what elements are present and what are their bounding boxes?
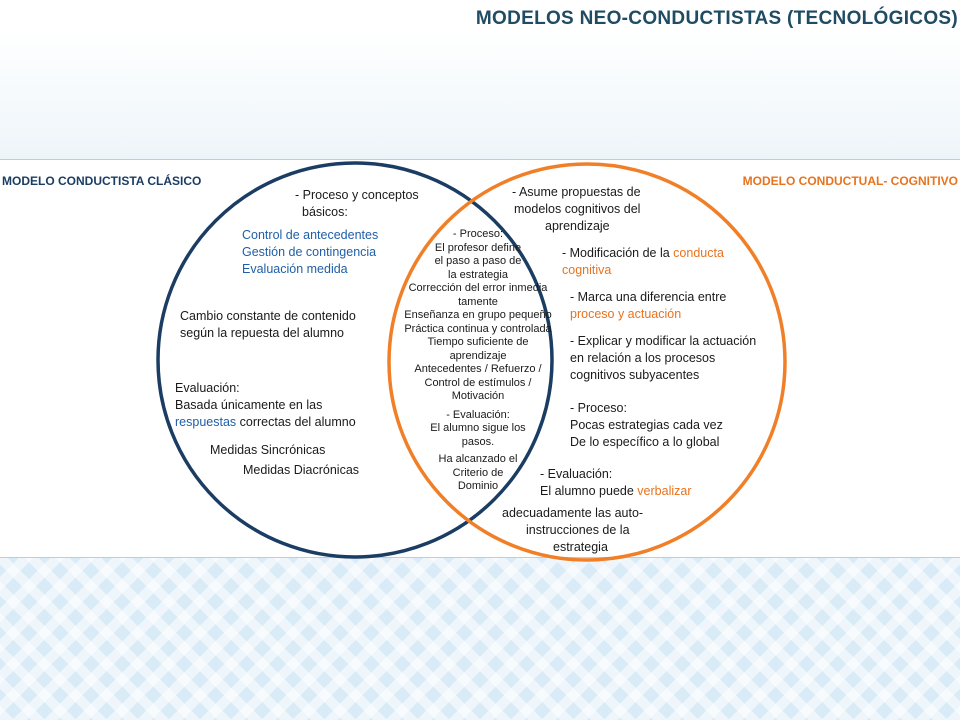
center-line: Motivación: [451, 390, 505, 402]
left-cambio-line2: según la repuesta del alumno: [180, 326, 345, 340]
center-line: El profesor define: [434, 241, 522, 254]
right-asume-line3: aprendizaje: [545, 219, 610, 233]
center-text-block: [393, 228, 563, 494]
right-asume-line2: modelos cognitivos del: [514, 202, 641, 216]
center-line: - Evaluación:: [446, 408, 510, 421]
left-evaluacion-line3-rest: correctas del alumno: [236, 415, 356, 429]
right-evaluacion-line5: estrategia: [553, 540, 608, 554]
center-line: Antecedentes / Refuerzo /: [414, 363, 542, 375]
right-evaluacion-line3: adecuadamente las auto-: [502, 506, 644, 520]
right-asume-line1: - Asume propuestas de: [512, 185, 641, 199]
center-line: Práctica continua y controlada: [404, 322, 552, 335]
right-evaluacion-text: El alumno puede: [540, 484, 638, 498]
left-cambio-line1: Cambio constante de contenido: [180, 309, 356, 323]
right-explicar-line2: en relación a los procesos: [570, 351, 716, 365]
right-proceso-actuacion-highlight: proceso y actuación: [570, 307, 682, 321]
left-evaluacion-medida: Evaluación medida: [242, 262, 348, 276]
right-evaluacion-line4: instrucciones de la: [526, 523, 630, 537]
right-cognitiva-highlight: cognitiva: [562, 263, 612, 277]
right-conducta-highlight: conducta: [673, 246, 724, 260]
left-respuestas-highlight: respuestas: [175, 415, 237, 429]
right-evaluacion-line2: [540, 483, 691, 500]
right-modificacion-line1: [562, 245, 724, 262]
center-line: Criterio de: [452, 466, 504, 479]
right-explicar-line1: - Explicar y modificar la actuación: [570, 334, 757, 348]
right-proceso-line3: De lo específico a lo global: [570, 435, 720, 449]
right-proceso-line2: Pocas estrategias cada vez: [570, 418, 723, 432]
center-line: Tiempo suficiente de: [427, 336, 529, 348]
center-line: Enseñanza en grupo pequeño: [404, 309, 552, 321]
left-medidas-sincronicas: Medidas Sincrónicas: [210, 443, 326, 457]
left-medidas-diacronicas: Medidas Diacrónicas: [243, 463, 360, 477]
left-evaluacion-line2: Basada únicamente en las: [175, 398, 323, 412]
left-proceso-line2: básicos:: [302, 205, 348, 219]
right-marca-line1: - Marca una diferencia entre: [570, 290, 727, 304]
left-proceso-line1: - Proceso y conceptos: [295, 188, 419, 202]
slide-title: MODELOS NEO-CONDUCTISTAS (TECNOLÓGICOS): [475, 8, 958, 29]
center-line: pasos.: [461, 435, 495, 448]
center-line: aprendizaje: [449, 349, 507, 362]
right-modificacion-text: - Modificación de la: [562, 246, 674, 260]
center-line: Control de estímulos /: [424, 376, 532, 389]
right-verbalizar-highlight: verbalizar: [637, 484, 692, 498]
right-model-header: MODELO CONDUCTUAL- COGNITIVO: [742, 174, 958, 188]
left-control-antecedentes: Control de antecedentes: [242, 228, 379, 242]
center-line: el paso a paso de: [434, 255, 522, 267]
center-line: la estrategia: [448, 268, 508, 281]
center-line: tamente: [458, 295, 498, 308]
right-explicar-line3: cognitivos subyacentes: [570, 368, 700, 382]
center-line: Corrección del error inmedia: [408, 282, 548, 294]
left-model-header: MODELO CONDUCTISTA CLÁSICO: [2, 174, 202, 188]
right-evaluacion-label: - Evaluación:: [540, 467, 613, 481]
left-gestion-contingencia: Gestión de contingencia: [242, 245, 377, 259]
left-evaluacion-label: Evaluación:: [175, 381, 240, 395]
center-line: Dominio: [457, 480, 499, 492]
center-line: El alumno sigue los: [430, 422, 526, 434]
left-evaluacion-line3: [175, 414, 356, 431]
right-proceso-label: - Proceso:: [570, 401, 627, 415]
center-line: - Proceso:: [452, 228, 504, 240]
center-line: Ha alcanzado el: [438, 453, 518, 465]
